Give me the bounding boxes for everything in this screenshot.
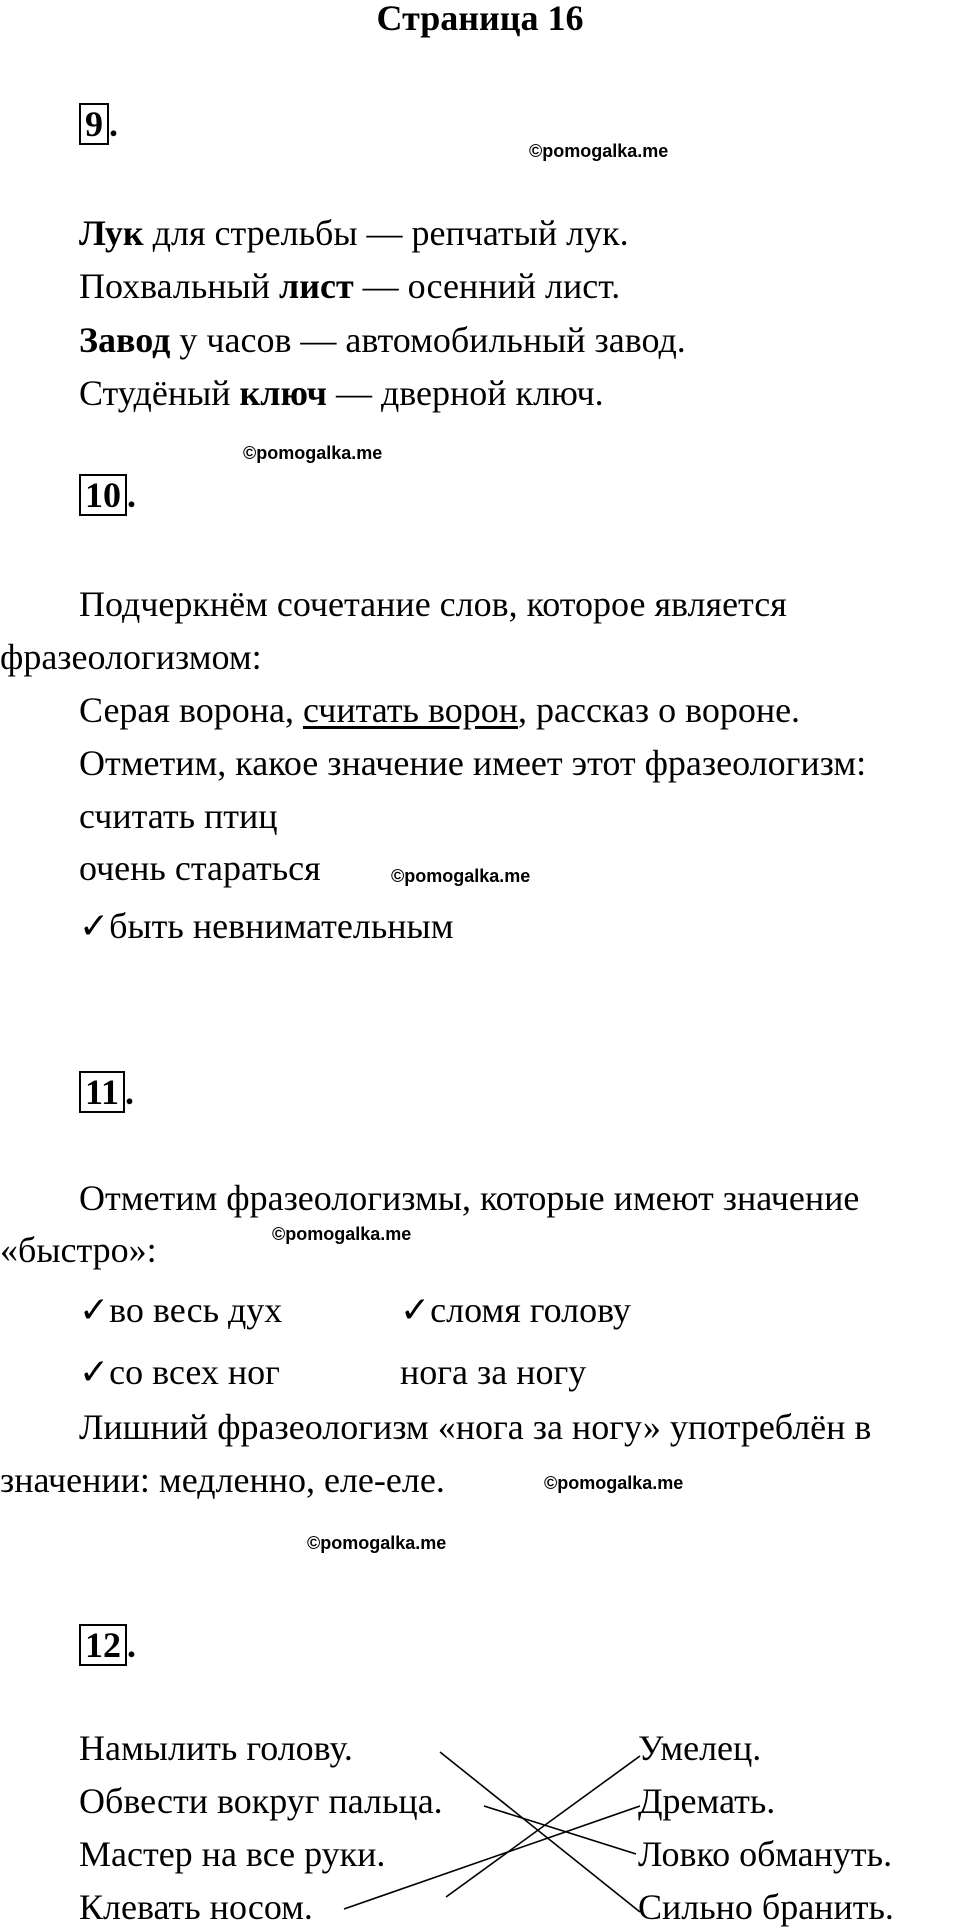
- ex9-bold-word: лист: [279, 266, 354, 306]
- exercise-number-box: 12: [79, 1624, 127, 1666]
- ex10-option-2: очень стараться: [79, 848, 321, 888]
- check-mark-icon: ✓: [79, 1352, 110, 1392]
- watermark: ©pomogalka.me: [243, 443, 383, 463]
- check-mark-icon: ✓: [79, 906, 110, 946]
- match-line-craftsman: [446, 1756, 640, 1897]
- ex11-intro-line-2: «быстро»:: [0, 1230, 157, 1270]
- ex12-left-3: Мастер на все руки.: [79, 1834, 386, 1874]
- ex12-right-3: Ловко обмануть.: [638, 1834, 893, 1874]
- ex11-option-4: нога за ногу: [400, 1352, 587, 1392]
- ex9-line-pre: Студёный: [79, 373, 240, 413]
- watermark: ©pomogalka.me: [391, 866, 531, 886]
- ex11-intro-line-1: Отметим фразеологизмы, которые имеют значение: [79, 1178, 860, 1218]
- ex12-left-1: Намылить голову.: [79, 1728, 353, 1768]
- watermark: ©pomogalka.me: [529, 141, 669, 161]
- ex12-left-2: Обвести вокруг пальца.: [79, 1781, 443, 1821]
- ex11-conclusion-line-1: Лишний фразеологизм «нога за ногу» употреблён в: [79, 1407, 872, 1447]
- ex9-bold-word: Завод: [79, 320, 171, 360]
- check-mark-icon: ✓: [400, 1290, 431, 1330]
- ex9-bold-word: ключ: [239, 373, 327, 413]
- ex9-line-rest: у часов — автомобильный завод.: [170, 320, 686, 360]
- check-mark-icon: ✓: [79, 1290, 110, 1330]
- ex9-line-rest: для стрельбы — репчатый лук.: [143, 213, 629, 253]
- ex12-left-4: Клевать носом.: [79, 1887, 313, 1927]
- ex10-phrase-post: , рассказ о вороне.: [517, 690, 801, 730]
- watermark: ©pomogalka.me: [544, 1473, 684, 1493]
- ex9-line-rest: — дверной ключ.: [326, 373, 604, 413]
- match-line-scold: [440, 1752, 640, 1912]
- watermark: ©pomogalka.me: [307, 1533, 447, 1553]
- ex9-line-pre: Похвальный: [79, 266, 280, 306]
- exercise-number-dot: .: [127, 475, 136, 515]
- ex11-conclusion-line-2: значении: медленно, еле-еле.: [0, 1460, 445, 1500]
- exercise-number-box: 10: [79, 474, 127, 516]
- ex10-underlined-idiom: считать ворон: [302, 690, 518, 730]
- exercise-number-dot: .: [127, 1625, 136, 1665]
- exercise-number-dot: .: [109, 104, 118, 144]
- ex10-question: Отметим, какое значение имеет этот фразеологизм:: [79, 743, 867, 783]
- ex10-intro-line-2: фразеологизмом:: [0, 637, 262, 677]
- exercise-number-box: 9: [79, 103, 109, 145]
- ex11-option-2: сломя голову: [430, 1290, 631, 1330]
- ex12-right-4: Сильно бранить.: [638, 1887, 894, 1927]
- watermark: ©pomogalka.me: [272, 1224, 412, 1244]
- page-title: Страница 16: [376, 0, 584, 38]
- ex12-right-1: Умелец.: [638, 1728, 762, 1768]
- ex11-option-1: во весь дух: [109, 1290, 283, 1330]
- ex9-line-rest: — осенний лист.: [353, 266, 621, 306]
- ex12-right-2: Дремать.: [638, 1781, 776, 1821]
- match-line-doze: [344, 1806, 640, 1909]
- ex9-bold-word: Лук: [79, 213, 144, 253]
- ex10-intro-line-1: Подчеркнём сочетание слов, которое является: [79, 584, 787, 624]
- ex10-option-3: быть невнимательным: [109, 906, 454, 946]
- ex10-option-1: считать птиц: [79, 796, 278, 836]
- exercise-number-dot: .: [125, 1072, 135, 1112]
- ex10-phrase-pre: Серая ворона,: [79, 690, 303, 730]
- ex11-option-3: со всех ног: [109, 1352, 280, 1392]
- exercise-number-box: 11: [79, 1071, 125, 1113]
